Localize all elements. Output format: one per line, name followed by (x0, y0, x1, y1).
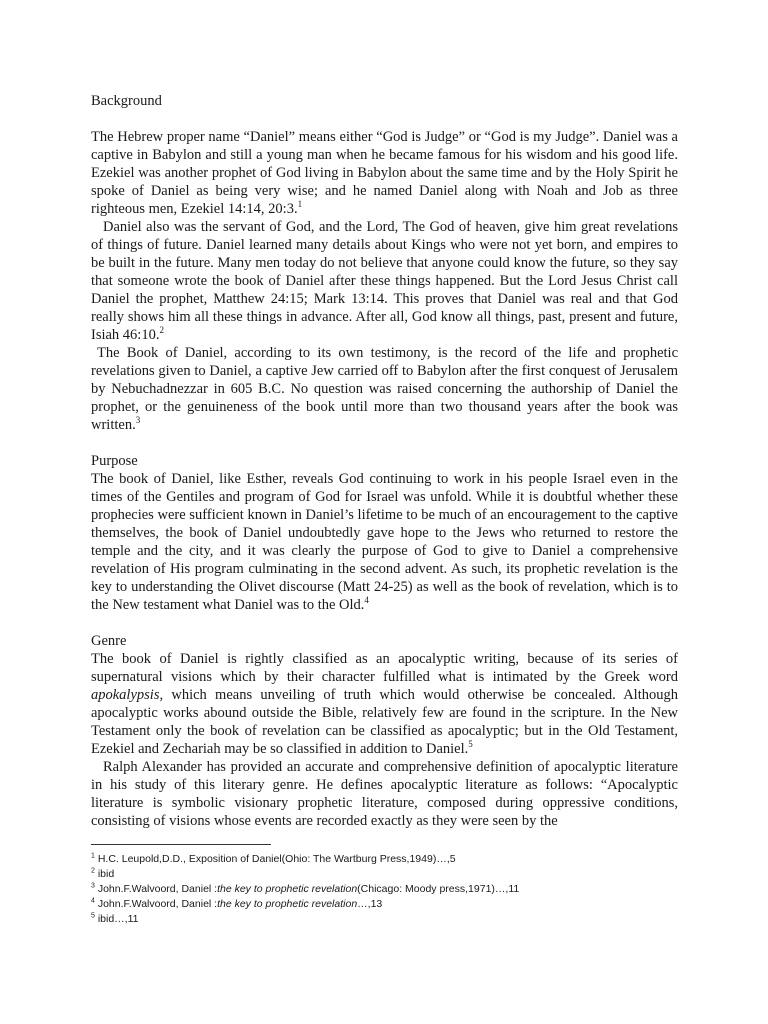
footnote-title: the key to prophetic revelation (217, 898, 358, 910)
footnote-text: John.F.Walvoord, Daniel : (97, 883, 218, 895)
footnote-number: 5 (91, 912, 95, 920)
footnote-ref: 1 (297, 199, 303, 210)
footnote-5 (91, 912, 678, 927)
paragraph-text: The book of Daniel, like Esther, reveals God continuing to work in his people Israel even in the times of the Gentiles and program of God for Israel was unfold. While it is doubtful whether these prophecies were sufficient known in Daniel’s lifetime to be much of an encouragement to the captive themselves, the book of Daniel undoubtedly gave hope to the Jews who returned to restore the temple and the city, and it was clearly the purpose of God to give to Daniel a comprehensive revelation of His program culminating in the second advent. As such, its prophetic revelation is the key to understanding the Olivet discourse (Matt 24-25) as well as the book of revelation, which is to the New testament what Daniel was to the Old. (91, 471, 678, 613)
background-paragraph-2 (91, 218, 678, 344)
footnote-text: H.C. Leupold,D.D., Exposition of Daniel(Ohio: The Wartburg Press,1949)…,5 (97, 853, 456, 865)
footnote-ref: 5 (468, 739, 473, 750)
section-heading-background: Background (91, 93, 162, 109)
footnote-text: ibid (97, 868, 115, 880)
section-heading-genre: Genre (91, 633, 127, 649)
paragraph-text: The book of Daniel is rightly classified as an apocalyptic writing, because of its series of supernatural visions which by their character fulfilled what is intimated by the Greek word (91, 651, 678, 685)
paragraph-text: The Hebrew proper name “Daniel” means either “God is Judge” or “God is my Judge”. Daniel was a captive in Babylon and still a young man when he became famous for his wisdom and his good life. Ezekiel was another prophet of God living in Babylon about the same time and by the Holy Spirit he spoke of Daniel as being very wise; and he named Daniel along with Noah and Job as three righteous men, Ezekiel 14:14, 20:3. (91, 129, 678, 217)
footnote-ref: 3 (135, 415, 141, 426)
footnote-ref: 2 (159, 325, 164, 336)
paragraph-text: Daniel also was the servant of God, and the Lord, The God of heaven, give him great revelations of things of future. Daniel learned many details about Kings who were not yet born, and empires to be built in the future. Many men today do not believe that anyone could know the future, so they say that someone wrote the book of Daniel after these things happened. But the Lord Jesus Christ call Daniel the prophet, Matthew 24:15; Mark 13:14. This proves that Daniel was real and that God really shows him all these things in advance. After all, God know all things, past, present and future, Isiah 46:10. (91, 219, 678, 343)
background-paragraph-1 (91, 128, 678, 218)
footnotes (91, 852, 678, 927)
genre-paragraph-1 (91, 650, 678, 758)
footnote-number: 4 (91, 897, 95, 905)
section-heading-purpose: Purpose (91, 453, 138, 469)
footnote-text: John.F.Walvoord, Daniel : (97, 898, 218, 910)
footnote-separator (91, 844, 271, 845)
footnote-text-after: (Chicago: Moody press,1971)…,11 (357, 883, 520, 895)
footnote-number: 1 (91, 852, 95, 860)
footnote-3 (91, 882, 678, 897)
purpose-paragraph-1 (91, 470, 678, 614)
paragraph-text: The Book of Daniel, according to its own testimony, is the record of the life and prophetic revelations given to Daniel, a captive Jew carried off to Babylon after the first conquest of Jerusalem by Nebuchadnezzar in 605 B.C. No question was raised concerning the authorship of Daniel the prophet, or the genuineness of the book until more than two thousand years after the book was written. (91, 345, 678, 433)
document-body (91, 92, 678, 830)
footnote-text: ibid…,11 (97, 913, 139, 925)
footnote-4 (91, 897, 678, 912)
footnote-ref: 4 (364, 595, 369, 606)
footnote-number: 3 (91, 882, 95, 890)
footnote-1 (91, 852, 678, 867)
footnote-2 (91, 867, 678, 882)
italic-term: apokalypsis, (91, 687, 164, 703)
footnote-title: the key to prophetic revelation (217, 883, 358, 895)
genre-paragraph-2: Ralph Alexander has provided an accurate and comprehensive definition of apocalyptic literature in his study of this literary genre. He defines apocalyptic literature as follows: “Apocalyptic literature is symbolic visionary prophetic literature, composed during oppressive conditions, consisting of visions whose events are recorded exactly as they were seen by the (91, 759, 678, 829)
paragraph-text: which means unveiling of truth which would otherwise be concealed. Although apocalyptic works abound outside the Bible, relatively few are found in the scripture. In the New Testament only the book of revelation can be classified as apocalyptic; but in the Old Testament, Ezekiel and Zechariah may be so classified in addition to Daniel. (91, 687, 678, 757)
background-paragraph-3 (91, 344, 678, 434)
footnote-text-after: …,13 (357, 898, 383, 910)
footnote-number: 2 (91, 867, 95, 875)
